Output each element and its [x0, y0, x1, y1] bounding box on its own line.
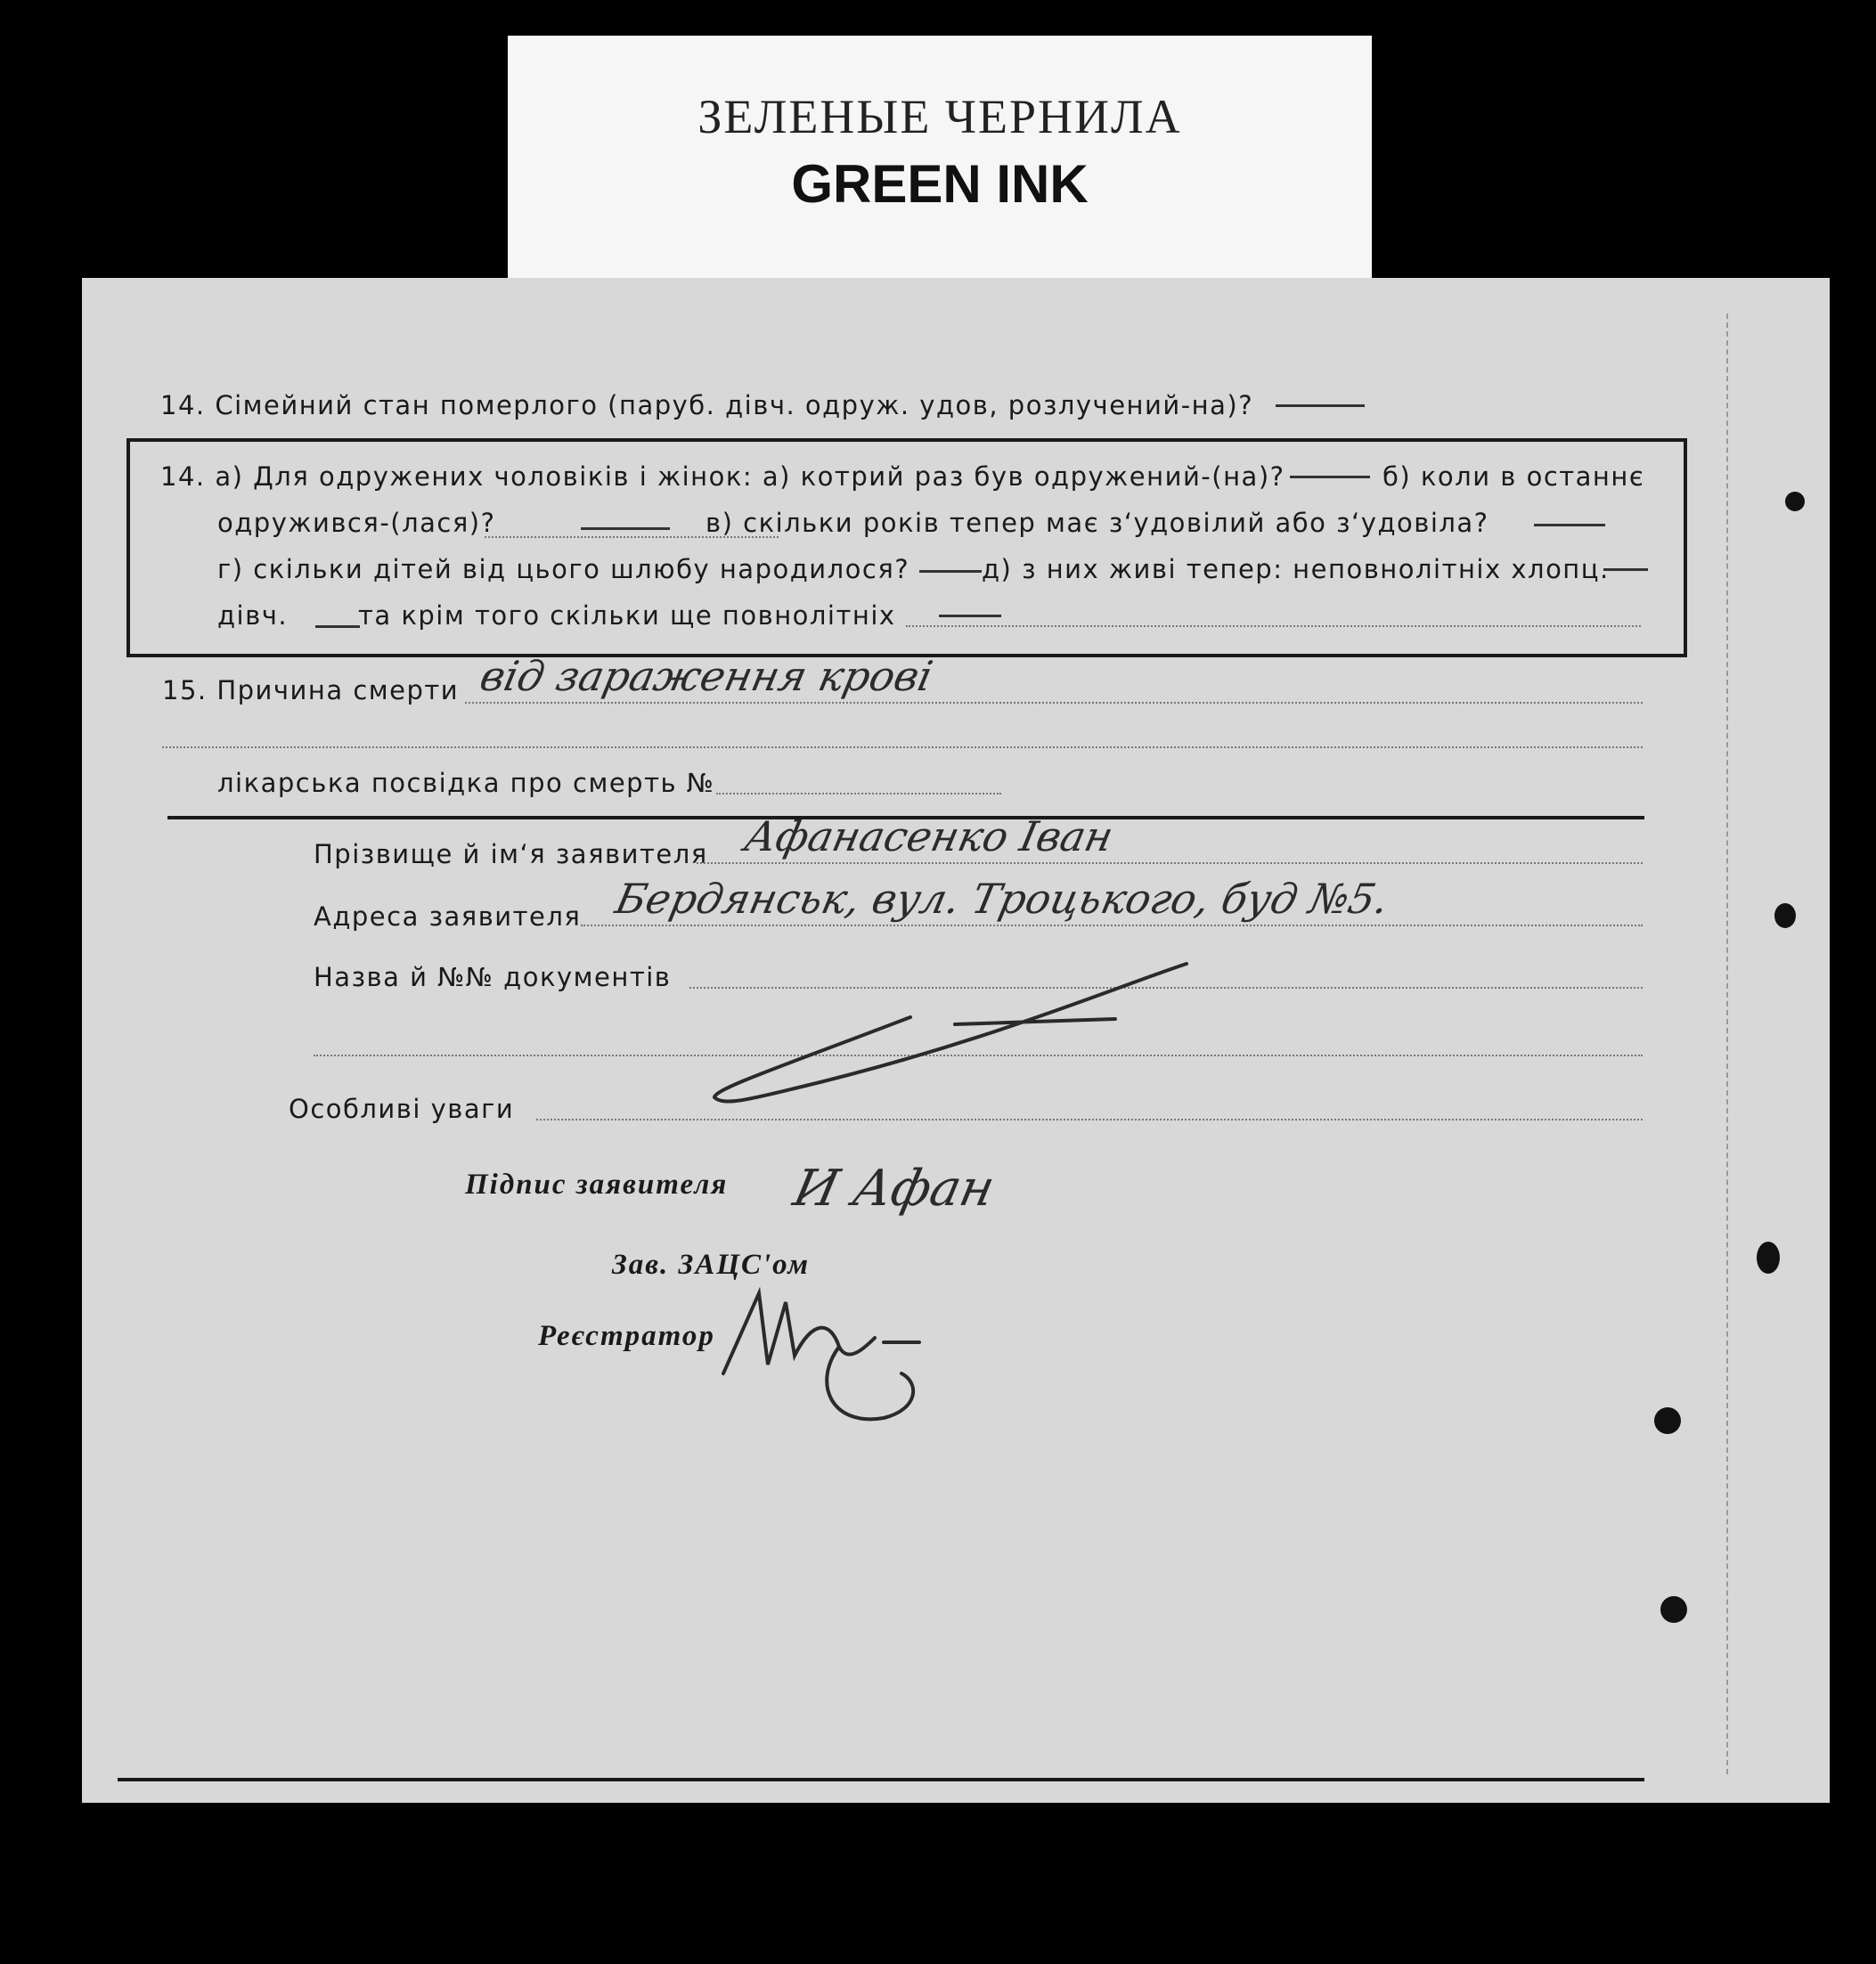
q15-label: 15. Причина смерти [162, 675, 460, 705]
q15-dots-1 [465, 702, 1643, 704]
q14a-dash-1 [1290, 476, 1370, 478]
form-page [82, 278, 1830, 1803]
q14a-dash-4 [919, 570, 982, 573]
q14a-dash-2 [581, 527, 670, 530]
q14a-dots-4 [906, 625, 1641, 627]
q14a-line4a: дівч. [217, 600, 289, 631]
applicant-address-value: Бердянськ, вул. Троцького, буд №5. [611, 875, 1393, 923]
head-label: Зав. ЗАЦС'ом [612, 1249, 811, 1281]
q14a-line3a: г) скільки дітей від цього шлюбу народилося? [217, 554, 910, 584]
binding-hole [1785, 492, 1805, 511]
signature-label: Підпис заявителя [465, 1169, 729, 1201]
perforation-line [1726, 314, 1728, 1774]
q14a-line4b: та крім того скільки ще повнолітніх [358, 600, 896, 631]
green-ink-label [508, 36, 1372, 278]
bottom-rule [118, 1778, 1644, 1781]
q14a-dash-3 [1534, 524, 1605, 526]
registrar-label: Реєстратор [538, 1320, 715, 1352]
q14a-line2b: в) скільки років тепер має з‘удовілий або з‘удовіла? [706, 508, 1489, 538]
applicant-address-label: Адреса заявителя [314, 901, 582, 932]
binding-hole [1654, 1407, 1681, 1434]
q14-label: 14. Сімейний стан померлого (паруб. дівч. одруж. удов, розлучений-на)? [160, 390, 1254, 420]
label-english: GREEN INK [791, 154, 1089, 214]
q14a-dash-6 [315, 625, 360, 628]
remarks-label: Особливі уваги [289, 1094, 515, 1124]
signature-value: И Афан [788, 1160, 1000, 1218]
applicant-name-label: Прізвище й ім‘я заявителя [314, 839, 708, 869]
q14a-line2a: одружився-(лася)? [217, 508, 496, 538]
q14a-line1a: 14. а) Для одружених чоловіків і жінок: а) котрий раз був одружений-(на)? [160, 461, 1285, 492]
strike-through-mark [688, 955, 1240, 1133]
registrar-signature [706, 1267, 937, 1498]
binding-hole [1660, 1596, 1687, 1623]
q14-dash [1276, 404, 1365, 407]
documents-label: Назва й №№ документів [314, 962, 672, 992]
q15-dots-2 [162, 746, 1643, 748]
binding-hole [1774, 903, 1796, 928]
med-cert-label: лікарська посвідка про смерть № [217, 768, 715, 798]
q14a-line1b: б) коли в останнє [1383, 461, 1645, 492]
applicant-address-dots [581, 925, 1643, 926]
q15-answer: від зараження крові [476, 652, 937, 700]
binding-hole [1757, 1242, 1780, 1274]
applicant-name-value: Афанасенко Іван [740, 812, 1118, 860]
label-russian: ЗЕЛЕНЫЕ ЧЕРНИЛА [697, 90, 1182, 143]
med-cert-dots [716, 793, 1001, 795]
applicant-name-dots [697, 862, 1643, 864]
q14a-line3b: д) з них живі тепер: неповнолітніх хлопц. [982, 554, 1610, 584]
q14a-dash-7 [939, 615, 1001, 617]
q14a-dash-5 [1603, 568, 1648, 571]
